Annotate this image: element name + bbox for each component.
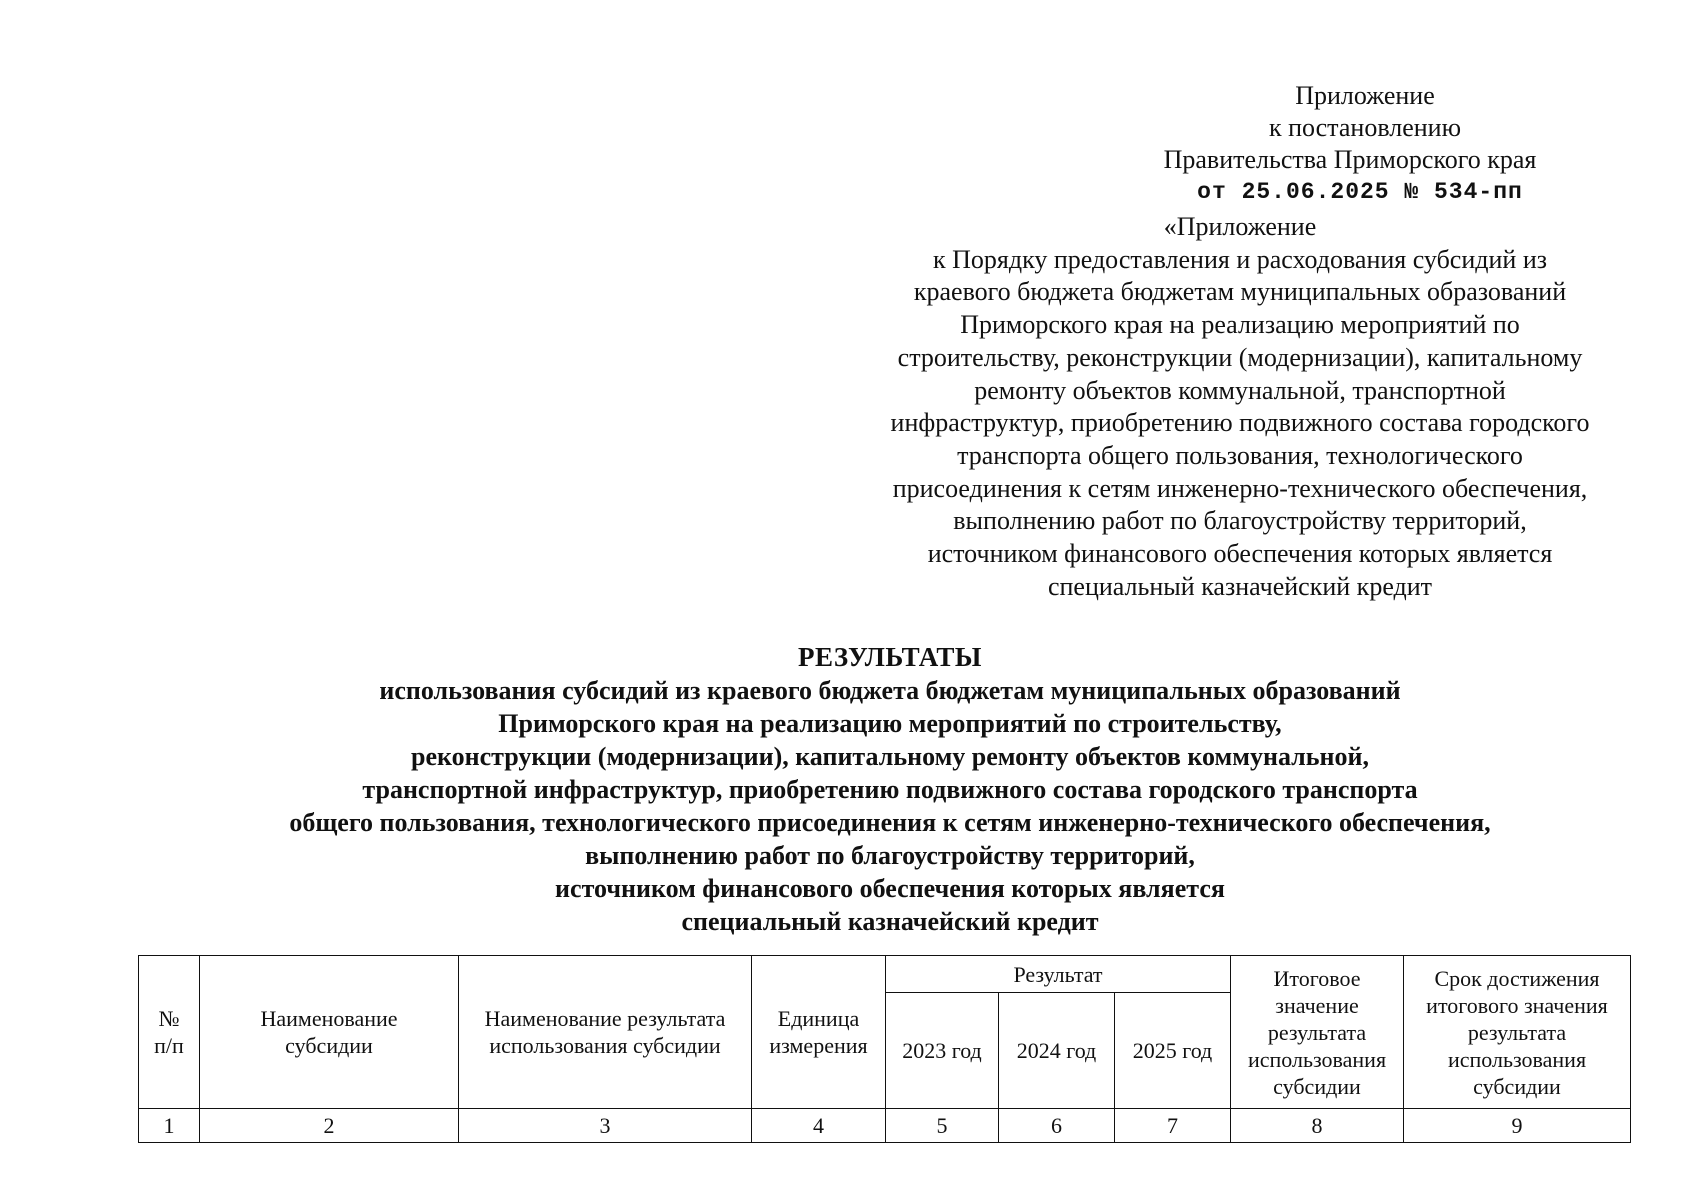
appendix-line: источником финансового обеспечения которых является bbox=[927, 539, 1553, 569]
appendix-line: краевого бюджета бюджетам муниципальных образований bbox=[913, 277, 1567, 307]
appendix-line: транспорта общего пользования, технологического bbox=[957, 440, 1523, 470]
approval-line-appendix: Приложение bbox=[1295, 81, 1435, 110]
header-year-2024: 2024 год bbox=[999, 993, 1115, 1109]
heading-line: транспортной инфраструктур, приобретению подвижного состава городского транспорта bbox=[362, 775, 1418, 804]
heading-line: Приморского края на реализацию мероприятий по строительству, bbox=[498, 709, 1282, 738]
appendix-line: присоединения к сетям инженерно-технического обеспечения, bbox=[892, 473, 1588, 503]
appendix-line: выполнению работ по благоустройству территорий, bbox=[953, 506, 1527, 536]
column-number-cell: 2 bbox=[200, 1109, 459, 1143]
document-heading bbox=[0, 641, 1689, 938]
column-number-row bbox=[139, 1109, 1631, 1143]
column-number-cell: 5 bbox=[886, 1109, 999, 1143]
header-unit: Единица измерения bbox=[752, 956, 886, 1109]
column-number-cell: 8 bbox=[1231, 1109, 1404, 1143]
header-result-name: Наименование результата использования субсидии bbox=[459, 956, 752, 1109]
heading-line: выполнению работ по благоустройству территорий, bbox=[585, 841, 1195, 870]
header-result-group: Результат bbox=[886, 956, 1231, 993]
header-year-2025: 2025 год bbox=[1115, 993, 1231, 1109]
appendix-line: «Приложение bbox=[1163, 212, 1317, 241]
appendix-line: строительству, реконструкции (модернизации), капитальному bbox=[897, 342, 1583, 372]
header-final-value: Итоговое значение результата использования субсидии bbox=[1231, 956, 1404, 1109]
header-year-2023: 2023 год bbox=[886, 993, 999, 1109]
column-number-cell: 7 bbox=[1115, 1109, 1231, 1143]
appendix-line: инфраструктур, приобретению подвижного состава городского bbox=[890, 408, 1590, 438]
appendix-line: специальный казначейский кредит bbox=[1047, 571, 1433, 601]
heading-line: использования субсидий из краевого бюджета бюджетам муниципальных образований bbox=[379, 676, 1401, 705]
appendix-line: ремонту объектов коммунальной, транспортной bbox=[974, 375, 1506, 405]
appendix-line: Приморского края на реализацию мероприятий по bbox=[960, 310, 1520, 340]
header-number: № п/п bbox=[139, 956, 200, 1109]
heading-line: реконструкции (модернизации), капитальному ремонту объектов коммунальной, bbox=[411, 742, 1369, 771]
approval-date-number-stamp: от 25.06.2025 № 534-пп bbox=[1197, 179, 1523, 205]
approval-line-government: Правительства Приморского края bbox=[1163, 145, 1537, 174]
column-number-cell: 1 bbox=[139, 1109, 200, 1143]
document-title: РЕЗУЛЬТАТЫ bbox=[798, 642, 982, 672]
column-number-cell: 4 bbox=[752, 1109, 886, 1143]
appendix-line: к Порядку предоставления и расходования субсидий из bbox=[932, 244, 1548, 274]
header-subsidy-name: Наименование субсидии bbox=[200, 956, 459, 1109]
heading-line: общего пользования, технологического присоединения к сетям инженерно-технического обеспечения, bbox=[289, 808, 1491, 837]
column-number-cell: 9 bbox=[1404, 1109, 1631, 1143]
approval-block bbox=[1045, 80, 1685, 208]
heading-line: источником финансового обеспечения которых является bbox=[555, 874, 1225, 903]
appendix-reference-block bbox=[840, 211, 1640, 603]
column-number-cell: 3 bbox=[459, 1109, 752, 1143]
heading-line: специальный казначейский кредит bbox=[681, 907, 1099, 936]
results-table bbox=[138, 955, 1631, 1143]
header-deadline: Срок достижения итогового значения результата использования субсидии bbox=[1404, 956, 1631, 1109]
column-number-cell: 6 bbox=[999, 1109, 1115, 1143]
approval-line-resolution: к постановлению bbox=[1268, 113, 1462, 142]
